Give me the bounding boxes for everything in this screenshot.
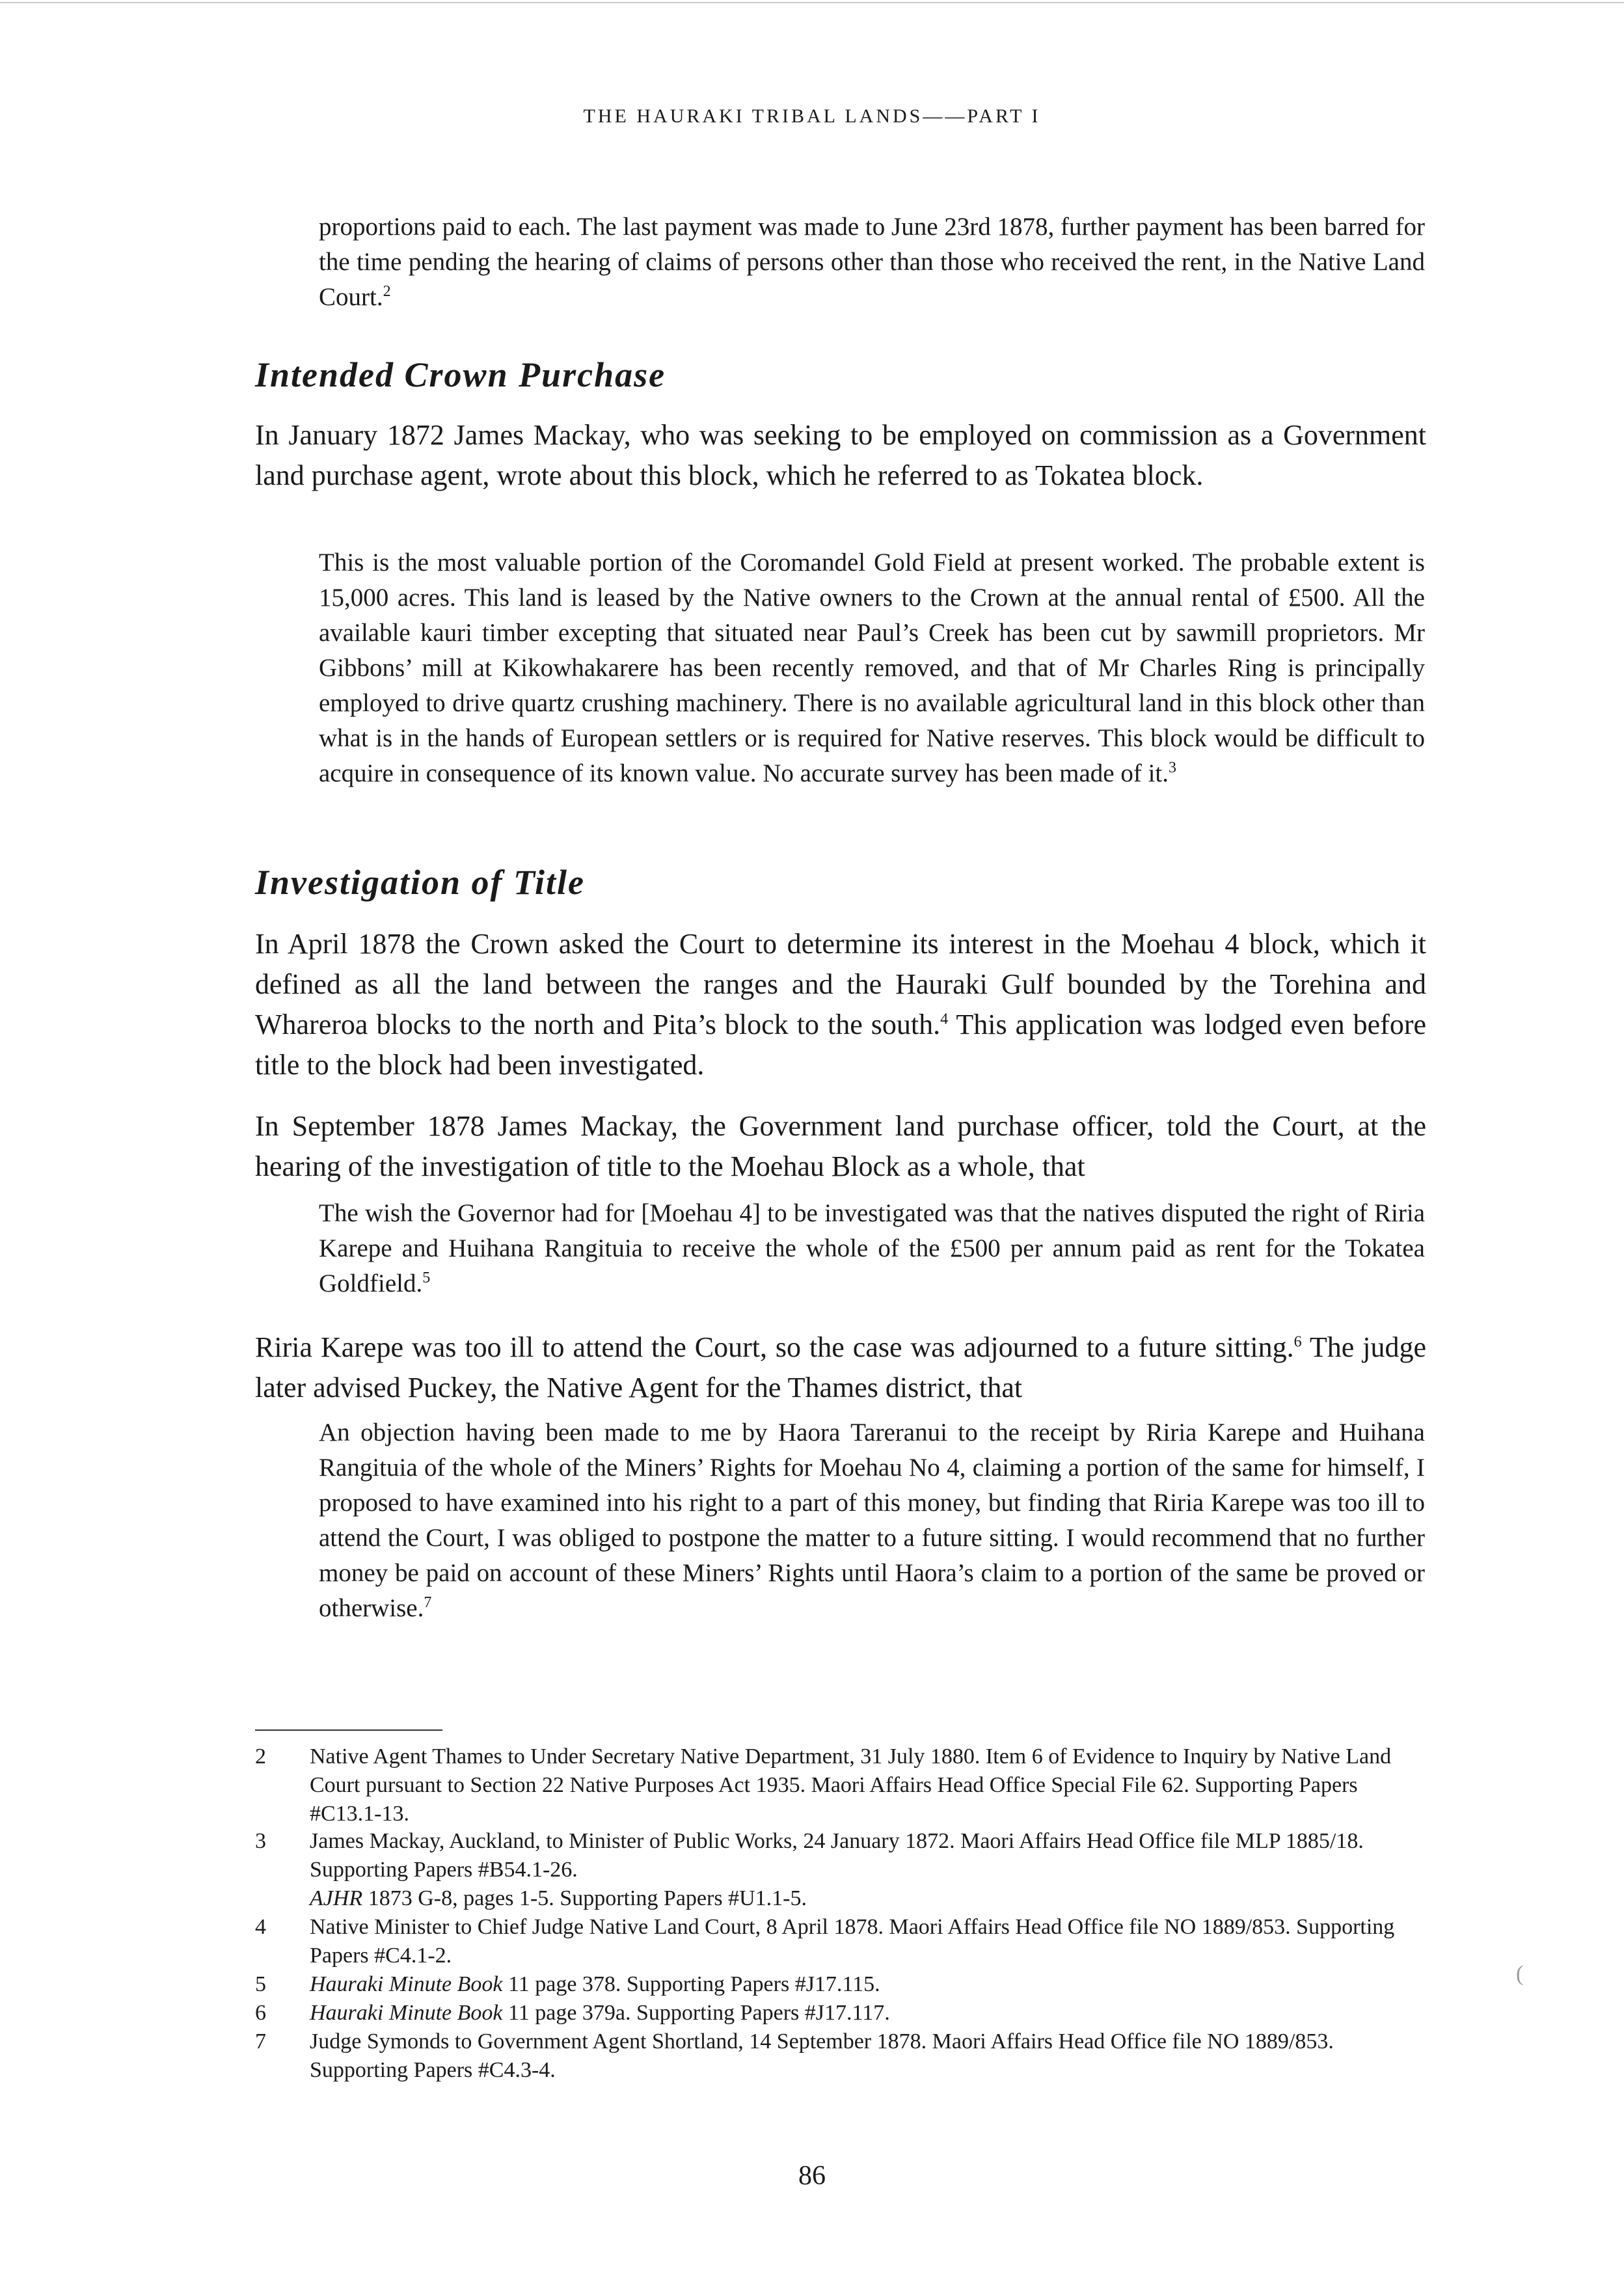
footnote-number: 2 [255, 1744, 266, 1769]
footnote-7 [255, 2027, 1426, 2085]
footnote-ref: 6 [1293, 1333, 1302, 1351]
intro-paragraph [319, 210, 1425, 315]
footnote-number: 4 [255, 1915, 266, 1939]
intro-text: proportions paid to each. The last payment was made to June 23rd 1878, further payment has been barred for the time pending the hearing of claims of persons other than those who received the rent, in the Native Land Court. [319, 213, 1425, 311]
footnote-text-rest: 11 page 378. Supporting Papers #J17.115. [502, 1972, 880, 1996]
para-text: Riria Karepe was too ill to attend the Court, so the case was adjourned to a future sitting. [255, 1331, 1294, 1363]
scan-edge-line [0, 2, 1624, 3]
footnote-italic: Hauraki Minute Book [310, 2001, 503, 2025]
body-paragraph: In January 1872 James Mackay, who was seeking to be employed on commission as a Government land purchase agent, wrote about this block, which he referred to as Tokatea block. [255, 419, 1426, 491]
section-heading-investigation-of-title: Investigation of Title [255, 863, 585, 902]
running-head: THE HAURAKI TRIBAL LANDS——PART I [583, 105, 1041, 127]
footnote-italic: Hauraki Minute Book [310, 1972, 503, 1996]
footnote-text-rest: 11 page 379a. Supporting Papers #J17.117. [502, 2001, 890, 2025]
footnote-number: 6 [255, 2001, 266, 2025]
footnote-number: 5 [255, 1972, 266, 1996]
footnote-ref: 3 [1169, 759, 1177, 776]
block-quote [319, 545, 1425, 791]
section-heading-intended-crown-purchase: Intended Crown Purchase [255, 355, 666, 394]
footnote-text [310, 1999, 1426, 2027]
footnote-italic: AJHR [310, 1886, 363, 1910]
footnote-text: Judge Symonds to Government Agent Shortland, 14 September 1878. Maori Affairs Head Office file NO 1889/853. Supporting Papers #C4.3-4. [310, 2029, 1334, 2082]
block-quote [319, 1415, 1425, 1626]
footnote-number: 3 [255, 1829, 266, 1853]
quote-text: The wish the Governor had for [Moehau 4] to be investigated was that the natives disputed the right of Riria Karepe and Huihana Rangituia to receive the whole of the £500 per annum paid as rent for the Tokatea Goldfield. [319, 1199, 1425, 1297]
footnote-number: 7 [255, 2029, 266, 2054]
para-text-tail: The judge later advised Puckey, the Native Agent for the Thames district, that [255, 1331, 1426, 1403]
margin-mark: ( [1516, 1962, 1524, 1986]
footnote-text: James Mackay, Auckland, to Minister of Public Works, 24 January 1872. Maori Affairs Head Office file MLP 1885/18. Supporting Papers #B54.1-26. [310, 1829, 1364, 1882]
body-paragraph [255, 1327, 1426, 1408]
footnote-ref: 5 [422, 1269, 431, 1286]
body-paragraph: In September 1878 James Mackay, the Government land purchase officer, told the Court, at the hearing of the investigation of title to the Moehau Block as a whole, that [255, 1110, 1426, 1182]
footnote-text-rest: 1873 G-8, pages 1-5. Supporting Papers #U1.1-5. [362, 1886, 807, 1910]
footnote-6 [255, 1999, 1426, 2027]
para-text-tail: This application was lodged even before title to the block had been investigated. [255, 1009, 1426, 1081]
block-quote [319, 1196, 1425, 1301]
footnote-5 [255, 1970, 1426, 1999]
footnote-text-line2 [310, 1884, 1426, 1913]
body-paragraph [255, 924, 1426, 1085]
footnote-text [310, 1970, 1426, 1999]
footnote-ref: 4 [940, 1010, 949, 1028]
footnote-text: Native Agent Thames to Under Secretary Native Department, 31 July 1880. Item 6 of Evidence to Inquiry by Native Land Court pursuant to Section 22 Native Purposes Act 1935. Maori Affairs Head Office Special File 62. Supporting Papers #C13.1-13. [310, 1744, 1392, 1826]
page-number: 86 [798, 2161, 826, 2191]
footnote-2 [255, 1742, 1426, 1828]
quote-text: This is the most valuable portion of the Coromandel Gold Field at present worked. The probable extent is 15,000 acres. This land is leased by the Native owners to the Crown at the annual rental of £500. All the available kauri timber excepting that situated near Paul’s Creek has been cut by sawmill proprietors. Mr Gibbons’ mill at Kikowhakarere has been recently removed, and that of Mr Charles Ring is principally employed to drive quartz crushing machinery. There is no available agricultural land in this block other than what is in the hands of European settlers or is required for Native reserves. This block would be difficult to acquire in consequence of its known value. No accurate survey has been made of it. [319, 549, 1425, 787]
footnote-text: Native Minister to Chief Judge Native Land Court, 8 April 1878. Maori Affairs Head Office file NO 1889/853. Supporting Papers #C4.1-2. [310, 1915, 1395, 1968]
footnote-separator [255, 1729, 442, 1731]
footnote-4 [255, 1913, 1426, 1970]
footnote-3 [255, 1827, 1426, 1913]
para-text: In April 1878 the Crown asked the Court to determine its interest in the Moehau 4 block, which it defined as all the land between the ranges and the Hauraki Gulf bounded by the Torehina and Whareroa blocks to the north and Pita’s block to the south. [255, 928, 1426, 1040]
footnote-ref: 7 [424, 1594, 432, 1611]
quote-text: An objection having been made to me by Haora Tareranui to the receipt by Riria Karepe and Huihana Rangituia of the whole of the Miners’ Rights for Moehau No 4, claiming a portion of the same for himself, I proposed to have examined into his right to a part of this money, but finding that Riria Karepe was too ill to attend the Court, I was obliged to postpone the matter to a future sitting. I would recommend that no further money be paid on account of these Miners’ Rights until Haora’s claim to a portion of the same be proved or otherwise. [319, 1418, 1425, 1622]
footnote-ref: 2 [383, 283, 391, 300]
